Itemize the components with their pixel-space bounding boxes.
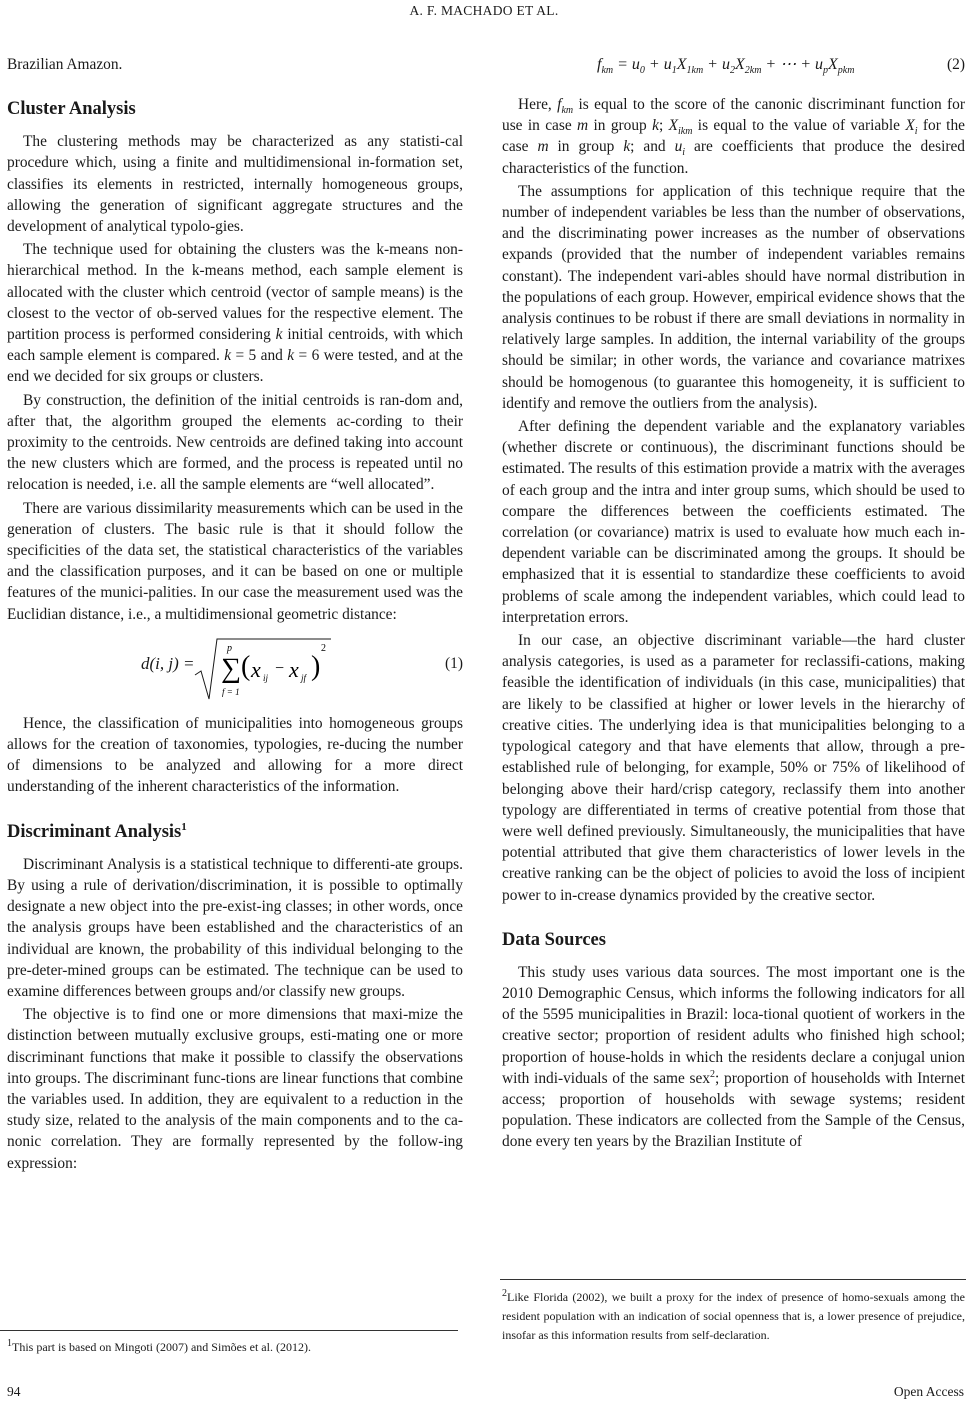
estimation-paragraph: After defining the dependent variable and the explanatory variables (whether discrete or continuous), the discriminant functions should be estimated. The results of this estimation provide a matrix with the averages of each group and the intra and inter group sums, which should be used to compare the differences between the coefficients estimated. The correlation (or covariance) matrix is used to evaluate how much each in-dependent variable can be discriminated among the groups. It should be emphasized that it is essential to standardize these coefficients to avoid problems of scale among the independent variables, which could lead to interpretation errors.	[502, 418, 965, 626]
cluster-analysis-heading: Cluster Analysis	[7, 99, 136, 120]
page-number: 94	[7, 1384, 21, 1399]
running-head: A. F. MACHADO ET AL.	[409, 3, 559, 18]
equation-1-number: (1)	[445, 654, 463, 672]
equation-1-radical	[193, 635, 333, 705]
x-jf-subscript: jf	[301, 672, 307, 683]
cluster-paragraph-1: The clustering methods may be characterized as any statisti-cal procedure which, using a finite and multidimensional in-formation set, classifies its elements in restricted, internally homogeneous groups, allowing the generation of significant aggregate structures and the development of analytical typolo-gies.	[7, 133, 463, 236]
left-column	[7, 54, 463, 1174]
data-sources-heading: Data Sources	[502, 929, 606, 950]
footnote-2: $^2$Like Florida (2002), we built a proxy for the index of presence of homo-sexuals among the resident population with an indication of social openness that is, a lower presence of prejudice, insofar as this information results from self-declaration.	[502, 1288, 965, 1342]
sum-symbol: ∑	[221, 652, 241, 684]
sum-lower-limit: f = 1	[222, 686, 240, 697]
footnote-1: $^1$This part is based on Mingoti (2007) and Simões et al. (2012).	[7, 1338, 311, 1354]
data-sources-paragraph: This study uses various data sources. The most important one is the 2010 Demographic Census, which informs the following indicators for all of the 5595 municipalities in Brazil: loca-tional quotient of workers in the creative sector; proportion of resident adults who finished high school; proportion of house-holds in which the residents declare a conjugal union with indi-viduals of the same sex$^2$; proportion of households with Internet access; proportion of households with sewage systems; resident population. These indicators are collected from the Sample of the Census, done every ten years by the Brazilian Institute of	[502, 963, 965, 1151]
x-ij-subscript: ij	[263, 672, 269, 683]
discriminant-paragraph-2: The objective is to find one or more dimensions that maxi-mize the distinction between mutually exclusive groups, esti-mating one or more discriminant functions that make it possible to classify the observations into groups. The discriminant func-tions are linear functions that combine the variables used. In addition, they are equivalent to a reduction in the study size, related to the analysis of the main components and to the ca-nonic correlation. They are formally represented by the follow-ing expression:	[7, 1006, 463, 1172]
cluster-paragraph-4: There are various dissimilarity measurements which can be used in the generation of clusters. The basic rule is that it should follow the specificities of the data set, the statistical characteristics of the variables and the classification purposes, and it can be based on one or multiple features of the munici-palities. In our case the measurement used was the Euclidian distance, i.e., a multidimensional geometric distance:	[7, 499, 463, 623]
equation-2-formula: $f_{km} = u_0 + u_1X_{1km} + u_2X_{2km}$ + ⋯ + $u_pX_{pkm}$	[597, 56, 855, 77]
objective-variable-paragraph: In our case, an objective discriminant variable—the hard cluster analysis categories, is used as a parameter for reclassifi-cations, making feasible the identification of individuals (in this case, municipalities) that are likely to be classified at higher or lower levels in the hierarchy of creative cities. The underlying idea is that municipalities belonging to a typological category and that have elements that allow, through a pre-established rule of belonging, for example, 50% or 75% of likelihood of belonging above their hard/crisp category, reclassify them into another typology are differentiated in terms of creative potential from those that were well defined previously. Simultaneously, the municipalities that have potential attributed that give them characteristics of lower levels in the creative ranking can be the object of policies to avoid the loss of incipient power to in-crease dynamics provided by the creative sector.	[502, 632, 965, 904]
equation-1-lhs: d(i, j) =	[141, 653, 195, 673]
minus-sign: −	[275, 659, 285, 677]
x-ij: x	[251, 656, 261, 682]
open-access-label: Open Access	[893, 1384, 964, 1399]
cluster-paragraph-5: Hence, the classification of municipalities into homogeneous groups allows for the creation of taxonomies, typologies, re-ducing the number of dimensions to be analyzed and allowing for a more direct understanding of the inherent characteristics of the information.	[7, 714, 463, 796]
assumptions-paragraph: The assumptions for application of this technique require that the number of independent variables be less than the number of observations, and the discriminating power increases as the number of observations expands (provided that the number of independent variables remains constant). The independent vari-ables should have normal distribution in the populations of each group. However, empirical evidence shows that the analysis continues to be robust if there are small deviations in normality in relatively large samples. In addition, the internal variability of the groups should be similar; in other words, the variance and covariance matrixes should be homogenous (to guarantee this homogeneity, it is sufficient to identify and remove the outliers from the analysis).	[502, 182, 965, 412]
footnote-rule-left	[0, 1330, 458, 1331]
discriminant-paragraph-1: Discriminant Analysis is a statistical technique to differenti-ate groups. By using a rule of derivation/discrimination, it is possible to optimally designate a new object into the pre-exist-ing classes; in other words, once the analysis groups have been established and the characteristics of an individual are known, the probability of this individual belonging to the pre-deter-mined groups can be estimated. The technique can be used to examine differences between groups and/or classify new groups.	[7, 855, 463, 1000]
equation-2-number: (2)	[947, 56, 965, 73]
cluster-paragraph-2: The technique used for obtaining the clusters was the k-means non-hierarchical method. In the k-means method, each sample element is allocated with the cluster which centroid (vector of sample means) is the closest to the vector of ob-served values for the respective element. The partition process is performed considering k initial centroids, with which each sample element is compared. k = 5 and k = 6 were tested, and at the end we decided for six groups or clusters.	[7, 241, 463, 386]
cluster-paragraph-3: By construction, the definition of the initial centroids is ran-dom and, after that, the algorithm grouped the elements ac-cording to their proximity to the centroids. New centroids are defined taking into account the new clusters which are formed, and the process is repeated until no relocation is needed, i.e. all the sample elements are “well allocated”.	[7, 391, 463, 494]
right-column	[502, 54, 965, 1153]
x-jf: x	[289, 656, 299, 682]
open-paren: (	[241, 650, 251, 682]
sum-upper-limit: p	[227, 642, 232, 654]
intro-fragment: Brazilian Amazon.	[7, 56, 123, 73]
discriminant-analysis-heading: Discriminant Analysis$^1$	[7, 820, 187, 842]
footnote-rule-right	[500, 1279, 966, 1280]
equation-2	[502, 54, 965, 84]
exponent: 2	[321, 642, 326, 654]
equation-1	[7, 635, 463, 705]
close-paren: )	[311, 650, 321, 682]
here-paragraph: Here, $f_{km}$ is equal to the score of the canonic discriminant function for use in case m in group k; $X_{ikm}$ is equal to the value of variable $X_i$ for the case m in group k; and $u_i$ are coefficients that produce the desired characteristics of the function.	[502, 96, 965, 177]
